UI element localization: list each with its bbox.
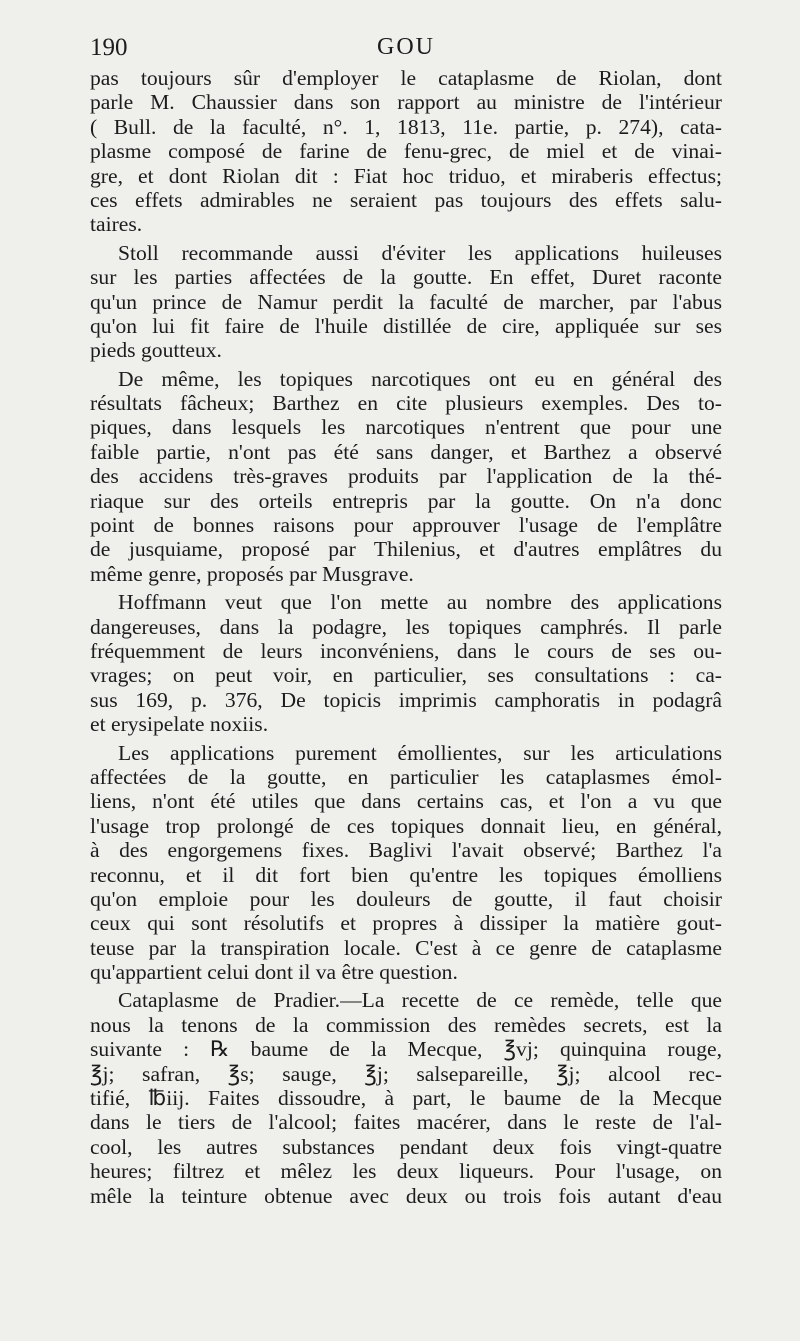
text-line: reconnu, et il dit fort bien qu'entre les topiques émolliens [90,862,722,887]
text-line: plasme composé de farine de fenu-grec, de miel et de vinai- [90,139,722,164]
text-line: mêle la teinture obtenue avec deux ou trois fois autant d'eau [90,1183,722,1208]
text-line: suivante : ℞ baume de la Mecque, ℥vj; quinquina rouge, [90,1037,722,1062]
page-number: 190 [90,34,128,61]
text-line: riaque sur des orteils entrepris par la goutte. On n'a donc [90,488,722,513]
text-line: des accidens très-graves produits par l'application de la thé- [90,464,722,489]
text-line: piques, dans lesquels les narcotiques n'entrent que pour une [90,415,722,440]
page-header [90,34,722,70]
text-line: sur les parties affectées de la goutte. En effet, Duret raconte [90,265,722,290]
text-line: Stoll recommande aussi d'éviter les applications huileuses [118,240,722,265]
text-line: dans le tiers de l'alcool; faites macérer, dans le reste de l'al- [90,1110,722,1135]
text-line: et erysipelate noxiis. [90,712,269,737]
body-text [90,66,722,1208]
text-line: ( Bull. de la faculté, n°. 1, 1813, 11e. partie, p. 274), cata- [90,114,722,139]
text-line: teuse par la transpiration locale. C'est à ce genre de cataplasme [90,935,722,960]
text-line: Cataplasme de Pradier.—La recette de ce remède, telle que [118,988,722,1013]
text-line: résultats fâcheux; Barthez en cite plusieurs exemples. Des to- [90,391,722,416]
text-line: tifié, ℔iij. Faites dissoudre, à part, le baume de la Mecque [90,1086,722,1111]
text-line: affectées de la goutte, en particulier les cataplasmes émol- [90,764,722,789]
text-line: qu'on lui fit faire de l'huile distillée de cire, appliquée sur ses [90,313,722,338]
text-line: pieds goutteux. [90,338,222,363]
text-line: à des engorgemens fixes. Baglivi l'avait observé; Barthez l'a [90,838,722,863]
text-line: vrages; on peut voir, en particulier, ses consultations : ca- [90,663,722,688]
text-line: cool, les autres substances pendant deux fois vingt-quatre [90,1134,722,1159]
text-line: taires. [90,212,143,237]
text-line: qu'on emploie pour les douleurs de goutte, il faut choisir [90,886,722,911]
text-line: parle M. Chaussier dans son rapport au ministre de l'intérieur [90,90,722,115]
text-line: liens, n'ont été utiles que dans certains cas, et l'on a vu que [90,789,722,814]
text-line: Hoffmann veut que l'on mette au nombre des applications [118,590,722,615]
text-line: nous la tenons de la commission des remèdes secrets, est la [90,1012,722,1037]
text-line: pas toujours sûr d'employer le cataplasme de Riolan, dont [90,66,722,90]
text-line: ℥j; safran, ℥s; sauge, ℥j; salsepareille, ℥j; alcool rec- [90,1061,722,1086]
text-line: gre, et dont Riolan dit : Fiat hoc triduo, et miraberis effectus; [90,163,722,188]
running-head: GOU [377,34,435,60]
text-line: même genre, proposés par Musgrave. [90,561,414,586]
text-line: heures; filtrez et mêlez les deux liqueurs. Pour l'usage, on [90,1159,722,1184]
text-line: faible partie, n'ont pas été sans danger, et Barthez a observé [90,439,722,464]
text-line: ceux qui sont résolutifs et propres à dissiper la matière gout- [90,911,722,936]
text-line: point de bonnes raisons pour approuver l'usage de l'emplâtre [90,513,722,538]
text-line: sus 169, p. 376, De topicis imprimis camphoratis in podagrâ [90,687,722,712]
text-line: qu'appartient celui dont il va être question. [90,960,458,985]
text-line: fréquemment de leurs inconvéniens, dans le cours de ses ou- [90,638,722,663]
text-line: dangereuses, dans la podagre, les topiques camphrés. Il parle [90,614,722,639]
text-line: de jusquiame, proposé par Thilenius, et d'autres emplâtres du [90,537,722,562]
text-line: De même, les topiques narcotiques ont eu en général des [118,366,722,391]
text-line: qu'un prince de Namur perdit la faculté de marcher, par l'abus [90,289,722,314]
text-line: ces effets admirables ne seraient pas toujours des effets salu- [90,187,722,212]
text-line: Les applications purement émollientes, sur les articulations [118,740,722,765]
text-line: l'usage trop prolongé de ces topiques donnait lieu, en général, [90,813,722,838]
